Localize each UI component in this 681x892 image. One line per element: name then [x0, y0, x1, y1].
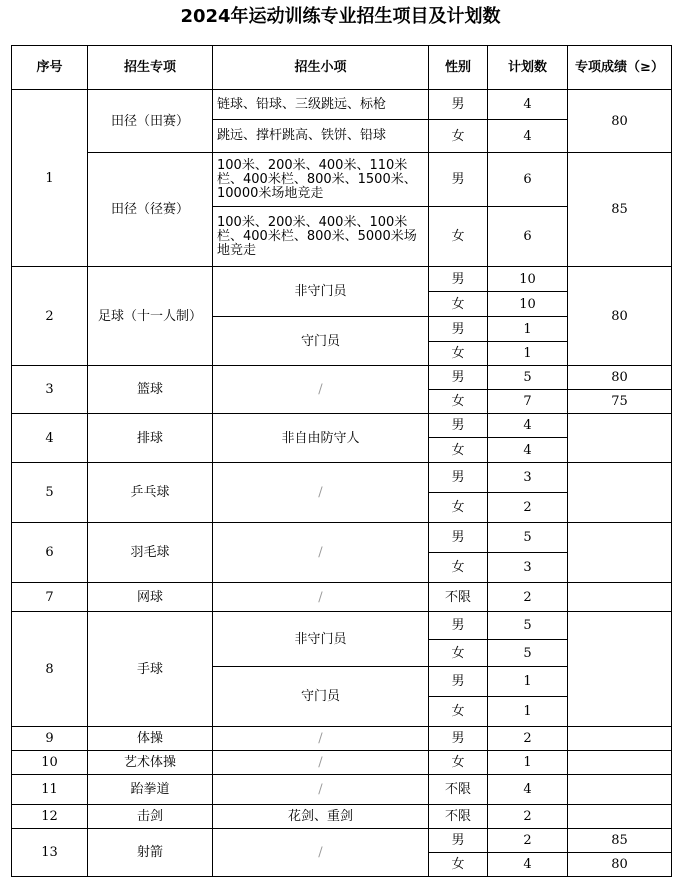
- table-row: [12, 523, 672, 553]
- plan-cell: 2: [488, 805, 568, 829]
- enrollment-table: [11, 45, 672, 877]
- plan-cell: 6: [488, 153, 568, 207]
- sport-cell: 射箭: [88, 829, 213, 877]
- subitem-cell: 非守门员: [213, 267, 429, 317]
- gender-cell: 男: [429, 317, 488, 342]
- subitem-cell: 非自由防守人: [213, 414, 429, 463]
- plan-cell: 1: [488, 697, 568, 727]
- score-cell: 80: [568, 853, 672, 877]
- gender-cell: 女: [429, 438, 488, 463]
- score-cell: [568, 523, 672, 583]
- plan-cell: 2: [488, 727, 568, 751]
- seq-cell: 3: [12, 366, 88, 414]
- sport-cell: 跆拳道: [88, 775, 213, 805]
- page-title: 2024年运动训练专业招生项目及计划数: [180, 6, 501, 27]
- table-row: [12, 727, 672, 751]
- gender-cell: 男: [429, 463, 488, 493]
- gender-cell: 男: [429, 667, 488, 697]
- plan-cell: 10: [488, 292, 568, 317]
- gender-cell: 女: [429, 292, 488, 317]
- seq-cell: 2: [12, 267, 88, 366]
- sport-cell: 击剑: [88, 805, 213, 829]
- table-row: [12, 153, 672, 207]
- seq-cell: 9: [12, 727, 88, 751]
- score-cell: [568, 775, 672, 805]
- plan-cell: 2: [488, 493, 568, 523]
- plan-cell: 3: [488, 553, 568, 583]
- sport-cell: 篮球: [88, 366, 213, 414]
- score-cell: [568, 463, 672, 523]
- header-sport: 招生专项: [88, 46, 213, 90]
- sport-cell: 足球（十一人制）: [88, 267, 213, 366]
- header-gender: 性别: [429, 46, 488, 90]
- subitem-cell: 守门员: [213, 667, 429, 727]
- subitem-cell: 跳远、撑杆跳高、铁饼、铅球: [213, 120, 429, 153]
- sport-cell: 排球: [88, 414, 213, 463]
- table-row: [12, 829, 672, 853]
- header-score: 专项成绩（≥）: [568, 46, 672, 90]
- seq-cell: 13: [12, 829, 88, 877]
- subitem-cell: 100米、200米、400米、100米栏、400米栏、800米、5000米场地竞走: [213, 207, 429, 267]
- plan-cell: 4: [488, 438, 568, 463]
- sport-cell: 网球: [88, 583, 213, 612]
- score-cell: 85: [568, 153, 672, 267]
- header-row: [12, 46, 672, 90]
- gender-cell: 女: [429, 342, 488, 366]
- gender-cell: 男: [429, 612, 488, 640]
- table-row: [12, 775, 672, 805]
- subitem-cell: /: [213, 829, 429, 877]
- seq-cell: 11: [12, 775, 88, 805]
- table-row: [12, 267, 672, 292]
- gender-cell: 女: [429, 493, 488, 523]
- score-cell: 80: [568, 90, 672, 153]
- subitem-cell: 花剑、重剑: [213, 805, 429, 829]
- score-cell: [568, 751, 672, 775]
- sport-cell: 田径（田赛）: [88, 90, 213, 153]
- gender-cell: 男: [429, 153, 488, 207]
- score-cell: 75: [568, 390, 672, 414]
- plan-cell: 6: [488, 207, 568, 267]
- table-row: [12, 612, 672, 640]
- subitem-cell: /: [213, 583, 429, 612]
- score-cell: [568, 727, 672, 751]
- plan-cell: 1: [488, 342, 568, 366]
- plan-cell: 5: [488, 640, 568, 667]
- subitem-cell: /: [213, 366, 429, 414]
- table-row: [12, 366, 672, 390]
- header-seq: 序号: [12, 46, 88, 90]
- score-cell: [568, 612, 672, 727]
- table-row: [12, 90, 672, 120]
- plan-cell: 4: [488, 775, 568, 805]
- subitem-cell: 非守门员: [213, 612, 429, 667]
- plan-cell: 7: [488, 390, 568, 414]
- sport-cell: 体操: [88, 727, 213, 751]
- seq-cell: 8: [12, 612, 88, 727]
- gender-cell: 男: [429, 727, 488, 751]
- seq-cell: 10: [12, 751, 88, 775]
- plan-cell: 5: [488, 523, 568, 553]
- score-cell: [568, 583, 672, 612]
- subitem-cell: 链球、铅球、三级跳远、标枪: [213, 90, 429, 120]
- seq-cell: 1: [12, 90, 88, 267]
- plan-cell: 5: [488, 612, 568, 640]
- gender-cell: 女: [429, 390, 488, 414]
- sport-cell: 羽毛球: [88, 523, 213, 583]
- header-plan: 计划数: [488, 46, 568, 90]
- plan-cell: 3: [488, 463, 568, 493]
- subitem-cell: /: [213, 463, 429, 523]
- seq-cell: 4: [12, 414, 88, 463]
- gender-cell: 男: [429, 829, 488, 853]
- plan-cell: 5: [488, 366, 568, 390]
- seq-cell: 12: [12, 805, 88, 829]
- gender-cell: 女: [429, 697, 488, 727]
- plan-cell: 2: [488, 829, 568, 853]
- gender-cell: 女: [429, 207, 488, 267]
- gender-cell: 男: [429, 267, 488, 292]
- score-cell: [568, 414, 672, 463]
- gender-cell: 男: [429, 366, 488, 390]
- plan-cell: 4: [488, 90, 568, 120]
- gender-cell: 男: [429, 414, 488, 438]
- sport-cell: 手球: [88, 612, 213, 727]
- gender-cell: 男: [429, 523, 488, 553]
- table-row: [12, 414, 672, 438]
- gender-cell: 女: [429, 640, 488, 667]
- plan-cell: 2: [488, 583, 568, 612]
- subitem-cell: 守门员: [213, 317, 429, 366]
- seq-cell: 5: [12, 463, 88, 523]
- score-cell: 80: [568, 366, 672, 390]
- sport-cell: 田径（径赛）: [88, 153, 213, 267]
- gender-cell: 不限: [429, 775, 488, 805]
- score-cell: 80: [568, 267, 672, 366]
- plan-cell: 4: [488, 853, 568, 877]
- sport-cell: 乒乓球: [88, 463, 213, 523]
- gender-cell: 不限: [429, 583, 488, 612]
- subitem-cell: /: [213, 751, 429, 775]
- table-row: [12, 805, 672, 829]
- table-row: [12, 583, 672, 612]
- plan-cell: 4: [488, 120, 568, 153]
- gender-cell: 女: [429, 751, 488, 775]
- subitem-cell: 100米、200米、400米、110米栏、400米栏、800米、1500米、10000米场地竞走: [213, 153, 429, 207]
- gender-cell: 男: [429, 90, 488, 120]
- subitem-cell: /: [213, 775, 429, 805]
- gender-cell: 女: [429, 120, 488, 153]
- score-cell: [568, 805, 672, 829]
- gender-cell: 女: [429, 553, 488, 583]
- seq-cell: 6: [12, 523, 88, 583]
- plan-cell: 1: [488, 751, 568, 775]
- table-row: [12, 463, 672, 493]
- plan-cell: 10: [488, 267, 568, 292]
- table-row: [12, 751, 672, 775]
- seq-cell: 7: [12, 583, 88, 612]
- subitem-cell: /: [213, 523, 429, 583]
- gender-cell: 不限: [429, 805, 488, 829]
- gender-cell: 女: [429, 853, 488, 877]
- header-subitem: 招生小项: [213, 46, 429, 90]
- score-cell: 85: [568, 829, 672, 853]
- subitem-cell: /: [213, 727, 429, 751]
- plan-cell: 1: [488, 667, 568, 697]
- plan-cell: 1: [488, 317, 568, 342]
- sport-cell: 艺术体操: [88, 751, 213, 775]
- plan-cell: 4: [488, 414, 568, 438]
